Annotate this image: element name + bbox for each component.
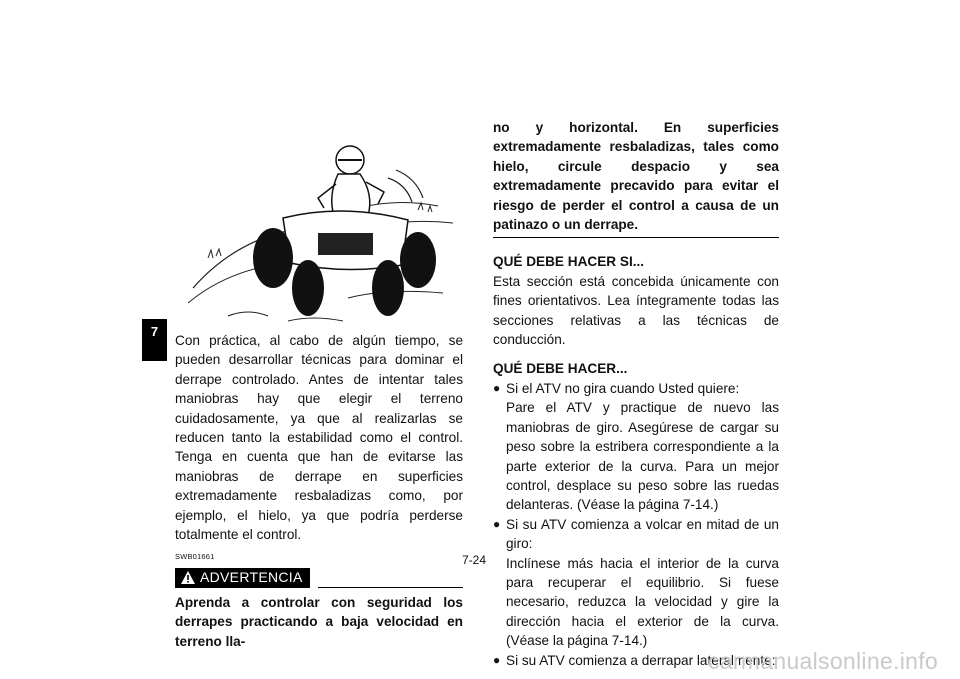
bullet-icon: ● [493, 652, 501, 667]
skid-intro-paragraph: Con práctica, al cabo de algún tiempo, se pueden desarrollar técnicas para dominar el derrape controlado. Antes de intentar tales maniobras hay que elegir el terreno cuidadosamente, ya que al realizarlas se reducen tanto la estabilidad como el control. Tenga en cuenta que han de evitarse las maniobras de derrape en superficies extremadamente resbaladizas como, por ejemplo, el hielo, ya que podría perderse totalmente el control. [175, 333, 463, 543]
bullet-icon: ● [493, 516, 501, 531]
page-number: 7-24 [462, 553, 487, 567]
right-column [493, 118, 779, 670]
left-column [175, 331, 463, 651]
warning-header [175, 568, 463, 588]
warning-rule [318, 587, 463, 588]
bullet-icon: ● [493, 380, 501, 395]
list-item [493, 515, 779, 554]
bullet-lead: Si el ATV no gira cuando Usted quiere: [506, 380, 740, 396]
bullet-lead: Si su ATV comienza a volcar en mitad de un giro: [506, 516, 779, 552]
section-heading-que-debe-hacer-si: QUÉ DEBE HACER SI... [493, 254, 645, 270]
list-item [493, 379, 779, 398]
section-intro-paragraph: Esta sección está concebida únicamente con fines orientativos. Lea íntegramente todas las secciones relativas a las técnicas de conducción. [493, 273, 779, 348]
section-heading-que-debe-hacer: QUÉ DEBE HACER... [493, 361, 628, 377]
warning-continued: no y horizontal. En superficies extremadamente resbaladizas, tales como hielo, circule despacio y sea extremadamente precavido para evitar el riesgo de perder el control a causa de un patinazo o un derrape. [493, 120, 779, 233]
warning-triangle-icon [181, 571, 195, 584]
bullet-detail: Pare el ATV y practique de nuevo las maniobras de giro. Asegúrese de cargar su peso sobre la estribera correspondiente a la parte exterior de la curva. Para un mejor control, desplace su peso sobre las ruedas delanteras. (Véase la página 7-14.) [506, 400, 779, 513]
chapter-number: 7 [150, 324, 159, 339]
warning-badge [175, 568, 310, 588]
bullet-lead: Si su ATV comienza a derrapar lateralmente: [506, 652, 776, 668]
atv-rider-illustration [188, 138, 458, 328]
warning-label: ADVERTENCIA [200, 569, 303, 586]
bullet-detail: Inclínese más hacia el interior de la curva para recuperar el equilibrio. Si fuese necesario, reduzca la velocidad y gire la dirección hacia el exterior de la curva. (Véase la página 7-14.) [506, 555, 779, 649]
chapter-tab [142, 319, 167, 361]
warning-code: SWB01661 [175, 552, 215, 562]
warning-text: Aprenda a controlar con seguridad los derrapes practicando a baja velocidad en terreno lla- [175, 594, 463, 649]
watermark: carmanualsonline.info [707, 648, 938, 674]
warning-end-rule [493, 237, 779, 238]
